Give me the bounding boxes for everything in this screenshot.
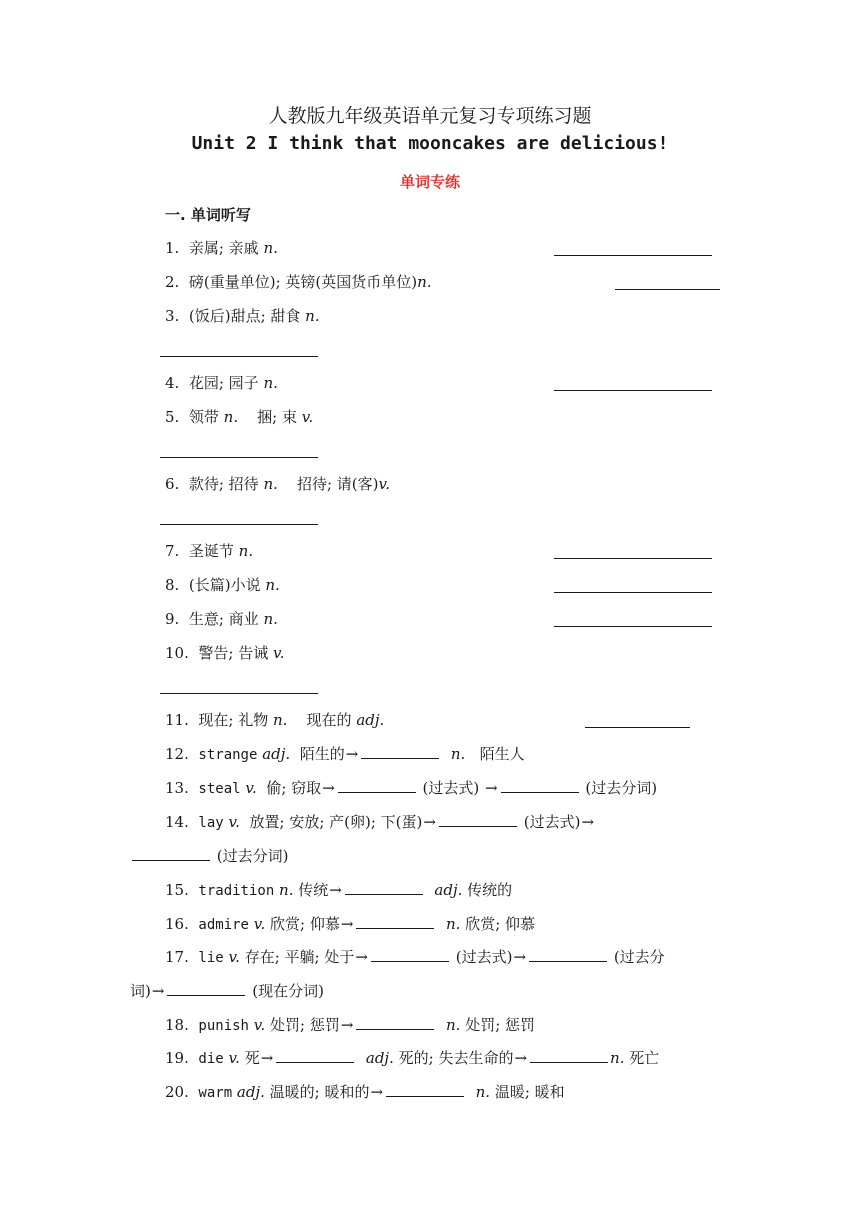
item-number: 18.: [165, 1016, 189, 1034]
answer-blank[interactable]: [554, 255, 712, 256]
part-of-speech: v.: [253, 1016, 266, 1034]
list-item: [165, 474, 390, 494]
part-of-speech-2: n.: [475, 1083, 491, 1101]
item-number: 15.: [165, 881, 189, 899]
answer-blank[interactable]: [530, 1048, 608, 1063]
item-meaning-2: 欣赏; 仰慕: [465, 915, 536, 933]
answer-blank[interactable]: [276, 1048, 354, 1063]
item-word: punish: [198, 1018, 249, 1034]
part-of-speech: v.: [228, 1049, 240, 1067]
item-number: 4.: [165, 374, 180, 392]
arrow-icon: →: [340, 915, 354, 933]
answer-blank[interactable]: [160, 524, 318, 525]
item-number: 11.: [165, 711, 189, 729]
part-of-speech: v.: [228, 813, 240, 831]
answer-blank[interactable]: [345, 880, 423, 895]
answer-blank[interactable]: [356, 1015, 434, 1030]
answer-blank[interactable]: [554, 626, 712, 627]
item-meaning: 现在; 礼物: [198, 711, 269, 729]
arrow-icon: →: [345, 745, 359, 763]
answer-blank[interactable]: [554, 390, 712, 391]
item-meaning: 生意; 商业: [188, 610, 259, 628]
list-item: [165, 609, 278, 629]
item-meaning: (饭后)甜点; 甜食: [188, 307, 301, 325]
part-of-speech: n.: [263, 374, 278, 392]
form-note: (过去式): [422, 779, 480, 797]
answer-blank[interactable]: [371, 947, 449, 962]
item-meaning: 存在; 平躺; 处于: [244, 948, 355, 966]
arrow-icon: →: [513, 948, 527, 966]
section-heading: 一. 单词听写: [165, 206, 251, 224]
arrow-icon: →: [485, 779, 498, 797]
item-meaning-2: 招待; 请(客): [296, 475, 379, 493]
item-meaning-2: 死的; 失去生命的: [398, 1049, 514, 1067]
part-of-speech: n.: [279, 881, 294, 899]
item-meaning: 传统: [298, 881, 329, 899]
item-number: 7.: [165, 542, 180, 560]
list-item: [165, 306, 320, 326]
item-number: 12.: [165, 745, 189, 763]
form-note: (过去分词): [585, 779, 658, 797]
list-item: [165, 1048, 659, 1069]
arrow-icon: →: [329, 881, 342, 899]
form-note: (过去式): [455, 948, 513, 966]
list-item: [165, 1015, 535, 1036]
part-of-speech: n.: [263, 475, 278, 493]
item-word: lay: [198, 815, 224, 831]
arrow-icon: →: [260, 1049, 274, 1067]
item-meaning-2: 陌生人: [479, 745, 525, 763]
part-of-speech-2: adj.: [356, 711, 385, 729]
item-number: 8.: [165, 576, 180, 594]
part-of-speech-2: n.: [445, 1016, 461, 1034]
list-item: [165, 643, 284, 663]
part-of-speech: adj.: [236, 1083, 265, 1101]
form-note: (过去分: [613, 948, 665, 966]
item-meaning: 款待; 招待: [188, 475, 259, 493]
list-item: [165, 914, 535, 935]
answer-blank[interactable]: [585, 727, 690, 728]
item-number: 19.: [165, 1049, 189, 1067]
item-meaning: (长篇)小说: [188, 576, 261, 594]
form-note: (现在分词): [252, 982, 324, 1000]
section-subtitle: 单词专练: [399, 173, 460, 191]
part-of-speech: v.: [228, 948, 240, 966]
arrow-icon: →: [370, 1083, 384, 1101]
item-meaning-2: 处罚; 惩罚: [465, 1016, 536, 1034]
part-of-speech-2: v.: [378, 475, 390, 493]
item-meaning: 欣赏; 仰慕: [270, 915, 340, 933]
item-meaning: 领带: [188, 408, 219, 426]
arrow-icon: →: [340, 1016, 354, 1034]
part-of-speech: n.: [263, 610, 278, 628]
list-item: [165, 880, 512, 901]
answer-blank[interactable]: [439, 812, 517, 827]
part-of-speech: v.: [253, 915, 266, 933]
list-item: [165, 272, 432, 292]
list-item: [165, 744, 525, 765]
arrow-icon: →: [514, 1049, 528, 1067]
answer-blank[interactable]: [554, 592, 712, 593]
form-note: 词): [130, 982, 151, 1000]
answer-blank[interactable]: [167, 981, 245, 996]
answer-blank[interactable]: [529, 947, 607, 962]
arrow-icon: →: [581, 813, 595, 831]
item-number: 17.: [165, 948, 189, 966]
part-of-speech-3: n.: [610, 1049, 625, 1067]
item-meaning-2: 温暖; 暖和: [494, 1083, 565, 1101]
item-meaning: 陌生的: [299, 745, 345, 763]
part-of-speech: n.: [263, 239, 278, 257]
arrow-icon: →: [355, 948, 368, 966]
page-title: 人教版九年级英语单元复习专项练习题: [268, 105, 592, 127]
part-of-speech-2: n.: [445, 915, 461, 933]
part-of-speech: n.: [417, 273, 432, 291]
item-word: tradition: [198, 883, 275, 899]
part-of-speech-2: n.: [450, 745, 466, 763]
item-word: strange: [198, 747, 258, 763]
part-of-speech-2: adj.: [365, 1049, 394, 1067]
list-item: [165, 812, 595, 833]
part-of-speech: adj.: [262, 745, 291, 763]
item-meaning: 磅(重量单位); 英镑(英国货币单位): [188, 273, 418, 291]
item-number: 2.: [165, 273, 180, 291]
list-item: [165, 947, 665, 968]
item-number: 1.: [165, 239, 180, 257]
part-of-speech-2: adj.: [434, 881, 463, 899]
list-item: [165, 710, 384, 730]
answer-blank[interactable]: [338, 778, 416, 793]
answer-blank[interactable]: [160, 693, 318, 694]
item-meaning: 放置; 安放; 产(卵); 下(蛋): [249, 813, 423, 831]
item-number: 16.: [165, 915, 189, 933]
arrow-icon: →: [151, 982, 165, 1000]
form-note: (过去式): [523, 813, 581, 831]
answer-blank[interactable]: [386, 1082, 464, 1097]
part-of-speech-2: v.: [301, 408, 314, 426]
list-item: [165, 373, 278, 393]
item-number: 14.: [165, 813, 189, 831]
answer-blank[interactable]: [361, 744, 439, 759]
item-word: die: [198, 1051, 224, 1067]
item-number: 13.: [165, 779, 189, 797]
item-word: steal: [198, 781, 241, 797]
item-number: 20.: [165, 1083, 189, 1101]
list-item-continuation: [130, 846, 289, 866]
answer-blank[interactable]: [356, 914, 434, 929]
item-word: lie: [198, 950, 224, 966]
part-of-speech: v.: [245, 779, 257, 797]
answer-blank[interactable]: [615, 289, 720, 290]
item-meaning: 圣诞节: [188, 542, 234, 560]
answer-blank[interactable]: [160, 356, 318, 357]
item-meaning-2: 传统的: [467, 881, 513, 899]
answer-blank[interactable]: [501, 778, 579, 793]
answer-blank[interactable]: [132, 846, 210, 861]
item-meaning: 温暖的; 暖和的: [269, 1083, 370, 1101]
item-meaning-3: 死亡: [629, 1049, 660, 1067]
item-meaning: 花园; 园子: [188, 374, 259, 392]
item-meaning: 处罚; 惩罚: [270, 1016, 340, 1034]
answer-blank[interactable]: [554, 558, 712, 559]
item-meaning-2: 捆; 束: [257, 408, 297, 426]
item-number: 10.: [165, 644, 189, 662]
item-meaning: 偷; 窃取: [266, 779, 322, 797]
item-meaning: 警告; 告诫: [198, 644, 269, 662]
list-item-continuation: [130, 981, 324, 1001]
list-item: [165, 541, 253, 561]
part-of-speech: n.: [305, 307, 320, 325]
part-of-speech: n.: [265, 576, 280, 594]
list-item: [165, 778, 657, 799]
form-note: (过去分词): [216, 847, 289, 865]
answer-blank[interactable]: [160, 457, 318, 458]
list-item: [165, 1082, 565, 1103]
item-word: warm: [198, 1085, 233, 1101]
arrow-icon: →: [423, 813, 436, 831]
item-meaning-2: 现在的: [306, 711, 352, 729]
item-number: 3.: [165, 307, 180, 325]
item-number: 5.: [165, 408, 180, 426]
item-meaning: 死: [244, 1049, 260, 1067]
item-meaning: 亲属; 亲戚: [188, 239, 259, 257]
list-item: [165, 407, 313, 427]
part-of-speech: n.: [238, 542, 254, 560]
arrow-icon: →: [322, 779, 335, 797]
list-item: [165, 238, 278, 258]
item-word: admire: [198, 917, 249, 933]
item-number: 9.: [165, 610, 180, 628]
item-number: 6.: [165, 475, 180, 493]
part-of-speech: v.: [273, 644, 285, 662]
unit-title: Unit 2 I think that mooncakes are delicious!: [191, 133, 669, 154]
part-of-speech: n.: [273, 711, 288, 729]
list-item: [165, 575, 280, 595]
part-of-speech: n.: [223, 408, 239, 426]
